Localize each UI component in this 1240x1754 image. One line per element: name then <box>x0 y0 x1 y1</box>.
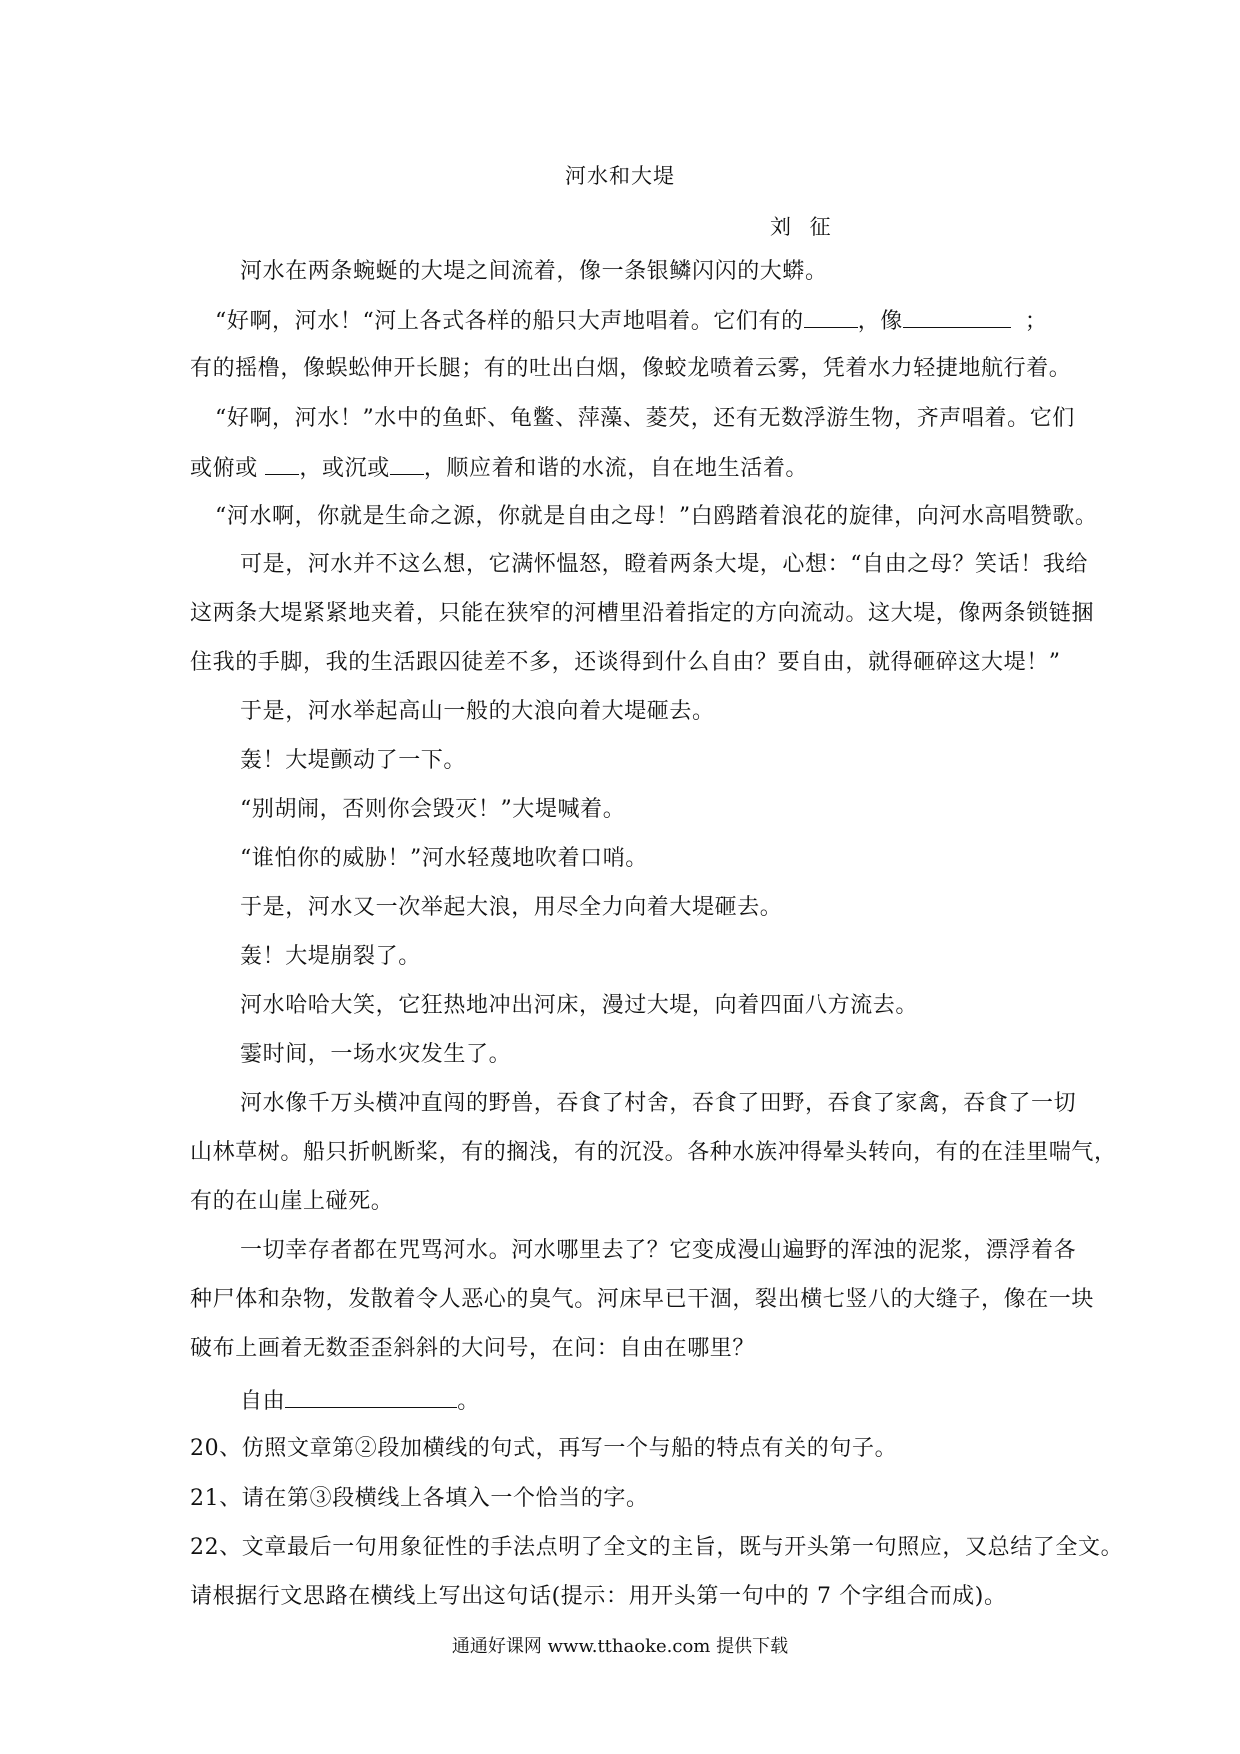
fill-blank-5 <box>285 1385 457 1408</box>
paragraph-2-text-a: “好啊，河水！“河上各式各样的船只大声地唱着。它们有的 <box>215 309 804 334</box>
fill-blank-3 <box>265 452 299 475</box>
paragraph-9: “谁怕你的威胁！”河水轻蔑地吹着口哨。 <box>240 846 648 871</box>
paragraph-1: 河水在两条蜿蜒的大堤之间流着，像一条银鳞闪闪的大蟒。 <box>240 259 828 284</box>
paragraph-16-text-a: 自由 <box>240 1389 286 1414</box>
paragraph-2-text-b: ，像 <box>857 309 903 334</box>
paragraph-15-line-2: 种尸体和杂物，发散着令人恶心的臭气。河床早已干涸，裂出横七竖八的大缝子，像在一块 <box>190 1287 1095 1312</box>
paragraph-2-line-1 <box>215 305 1095 335</box>
fill-blank-2 <box>903 305 1011 328</box>
paragraph-3-text-c: ，顺应着和谐的水流，自在地生活着。 <box>423 456 809 481</box>
paragraph-12: 河水哈哈大笑，它狂热地冲出河床，漫过大堤，向着四面八方流去。 <box>240 993 919 1018</box>
paragraph-8: “别胡闹，否则你会毁灭！”大堤喊着。 <box>240 797 626 822</box>
paragraph-3-line-1: “好啊，河水！”水中的鱼虾、龟鳖、萍藻、菱芡，还有无数浮游生物，齐声唱着。它们 <box>215 406 1075 431</box>
paragraph-16 <box>240 1385 1120 1415</box>
fill-blank-1 <box>804 305 858 328</box>
paragraph-5-line-3: 住我的手脚，我的生活跟囚徒差不多，还谈得到什么自由？要自由，就得砸碎这大堤！” <box>190 650 1061 675</box>
fill-blank-4 <box>390 452 424 475</box>
paragraph-10: 于是，河水又一次举起大浪，用尽全力向着大堤砸去。 <box>240 895 783 920</box>
question-21: 21、请在第③段横线上各填入一个恰当的字。 <box>190 1486 649 1511</box>
paragraph-14-line-1: 河水像千万头横冲直闯的野兽，吞食了村舍，吞食了田野，吞食了家禽，吞食了一切 <box>240 1091 1077 1116</box>
paragraph-14-line-3: 有的在山崖上碰死。 <box>190 1189 394 1214</box>
paragraph-2-line-2: 有的摇橹，像蜈蚣伸开长腿；有的吐出白烟，像蛟龙喷着云雾，凭着水力轻捷地航行着。 <box>190 356 1072 381</box>
page-footer: 通通好课网 www.tthaoke.com 提供下载 <box>451 1636 789 1657</box>
question-20: 20、仿照文章第②段加横线的句式，再写一个与船的特点有关的句子。 <box>190 1436 898 1461</box>
paragraph-3-text-b: ，或沉或 <box>299 456 390 481</box>
question-22-line-2: 请根据行文思路在横线上写出这句话(提示：用开头第一句中的 7 个字组合而成)。 <box>190 1584 1007 1609</box>
paragraph-3-text-a: 或俯或 <box>190 456 258 481</box>
article-title: 河水和大堤 <box>565 164 675 188</box>
paragraph-5-line-1: 可是，河水并不这么想，它满怀愠怒，瞪着两条大堤，心想：“自由之母？笑话！我给 <box>240 552 1089 577</box>
paragraph-7: 轰！大堤颤动了一下。 <box>240 748 467 773</box>
paragraph-14-line-2: 山林草树。船只折帆断桨，有的搁浅，有的沉没。各种水族冲得晕头转向，有的在洼里喘气， <box>190 1140 1117 1165</box>
paragraph-5-line-2: 这两条大堤紧紧地夹着，只能在狭窄的河槽里沿着指定的方向流动。这大堤，像两条锁链捆 <box>190 601 1095 626</box>
paragraph-16-text-b: 。 <box>457 1389 480 1414</box>
question-22-line-1: 22、文章最后一句用象征性的手法点明了全文的主旨，既与开头第一句照应，又总结了全文。 <box>190 1535 1124 1560</box>
paragraph-15-line-3: 破布上画着无数歪歪斜斜的大问号，在问：自由在哪里？ <box>190 1336 756 1361</box>
paragraph-4: “河水啊，你就是生命之源，你就是自由之母！”白鸥踏着浪花的旋律，向河水高唱赞歌。 <box>215 504 1098 529</box>
paragraph-13: 霎时间，一场水灾发生了。 <box>240 1042 512 1067</box>
paragraph-2-text-c: ； <box>1024 309 1048 334</box>
paragraph-11: 轰！大堤崩裂了。 <box>240 944 421 969</box>
paragraph-3-line-2 <box>190 452 1070 482</box>
paragraph-15-line-1: 一切幸存者都在咒骂河水。河水哪里去了？它变成漫山遍野的浑浊的泥浆，漂浮着各 <box>240 1238 1077 1263</box>
article-author: 刘 征 <box>770 215 837 239</box>
paragraph-6: 于是，河水举起高山一般的大浪向着大堤砸去。 <box>240 699 715 724</box>
